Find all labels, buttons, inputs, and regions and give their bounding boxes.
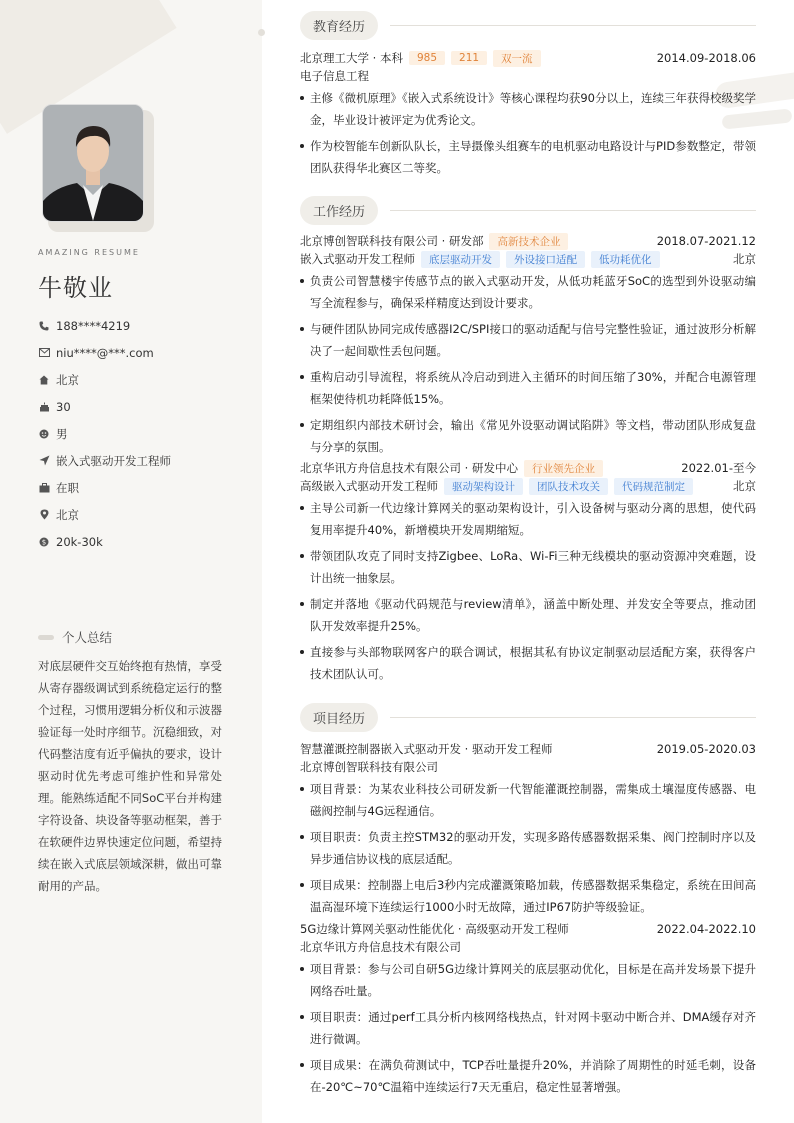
list-item: 项目成果：控制器上电后3秒内完成灌溉策略加载，传感器数据采集稳定，系统在田间高温高湿环境下连续运行1000小时无故障，通过IP67防护等级验证。 bbox=[300, 874, 756, 918]
list-item: 项目成果：在满负荷测试中，TCP吞吐量提升20%，并消除了周期性的时延毛刺，设备在-20℃~70℃温箱中连续运行7天无重启，稳定性显著增强。 bbox=[300, 1054, 756, 1098]
list-item: 带领团队攻克了同时支持Zigbee、LoRa、Wi-Fi三种无线模块的驱动资源冲突难题，设计出统一抽象层。 bbox=[300, 545, 756, 589]
education-major: 电子信息工程 bbox=[300, 69, 369, 83]
list-item: 项目职责：负责主控STM32的驱动开发，实现多路传感器数据采集、阀门控制时序以及异步通信协议栈的底层适配。 bbox=[300, 826, 756, 870]
company-tag: 高新技术企业 bbox=[489, 233, 568, 250]
profile-photo bbox=[42, 104, 144, 222]
work-entry bbox=[300, 459, 756, 689]
summary-heading bbox=[38, 628, 112, 646]
info-job-target bbox=[38, 447, 238, 474]
education-section-title: 教育经历 bbox=[300, 11, 378, 40]
work-entry bbox=[300, 232, 756, 462]
work-header-row bbox=[300, 232, 756, 250]
phone-icon bbox=[38, 320, 50, 332]
work-position-row bbox=[300, 250, 756, 268]
skill-tag: 驱动架构设计 bbox=[444, 478, 523, 495]
decorative-dot bbox=[258, 29, 265, 36]
project-entry bbox=[300, 920, 756, 1102]
work-city: 北京 bbox=[733, 479, 756, 493]
work-section-header bbox=[300, 196, 756, 225]
cake-icon bbox=[38, 401, 50, 413]
work-section-title: 工作经历 bbox=[300, 196, 378, 225]
list-item: 主导公司新一代边缘计算网关的驱动架构设计，引入设备树与驱动分离的思想，使代码复用率提升40%，新增模块开发周期缩短。 bbox=[300, 497, 756, 541]
section-divider bbox=[390, 717, 756, 718]
info-city-text: 北京 bbox=[56, 507, 79, 522]
work-position: 嵌入式驱动开发工程师 bbox=[300, 252, 415, 266]
list-item: 直接参与头部物联网客户的联合调试，根据其私有协议定制驱动层适配方案，获得客户技术团队认可。 bbox=[300, 641, 756, 685]
project-company: 北京博创智联科技有限公司 bbox=[300, 760, 438, 774]
education-tag: 985 bbox=[409, 51, 445, 65]
list-item: 作为校智能车创新队队长，主导摄像头组赛车的电机驱动电路设计与PID参数整定，带领团队获得华北赛区二等奖。 bbox=[300, 135, 756, 179]
salary-icon bbox=[38, 536, 50, 548]
education-header-row bbox=[300, 49, 756, 67]
home-icon bbox=[38, 374, 50, 386]
project-company: 北京华讯方舟信息技术有限公司 bbox=[300, 940, 461, 954]
skill-tag: 团队技术攻关 bbox=[529, 478, 608, 495]
list-item: 项目背景：为某农业科技公司研发新一代智能灌溉控制器，需集成土壤湿度传感器、电磁阀控制与4G远程通信。 bbox=[300, 778, 756, 822]
info-job-target-text: 嵌入式驱动开发工程师 bbox=[56, 453, 171, 468]
project-date: 2022.04-2022.10 bbox=[656, 922, 756, 936]
section-divider bbox=[390, 25, 756, 26]
project-section-title: 项目经历 bbox=[300, 703, 378, 732]
svg-text:$: $ bbox=[41, 538, 47, 547]
section-divider bbox=[390, 210, 756, 211]
info-residence-text: 北京 bbox=[56, 372, 79, 387]
info-gender-text: 男 bbox=[56, 426, 68, 441]
project-date: 2019.05-2020.03 bbox=[656, 742, 756, 756]
info-phone-text: 188****4219 bbox=[56, 318, 131, 333]
work-position-row bbox=[300, 477, 756, 495]
info-email bbox=[38, 339, 238, 366]
briefcase-icon bbox=[38, 482, 50, 494]
location-pin-icon bbox=[38, 509, 50, 521]
summary-heading-text: 个人总结 bbox=[62, 630, 113, 645]
send-icon bbox=[38, 455, 50, 467]
info-gender bbox=[38, 420, 238, 447]
skill-tag: 外设接口适配 bbox=[506, 251, 585, 268]
info-email-text: niu****@***.com bbox=[56, 345, 154, 360]
project-header-row bbox=[300, 920, 756, 938]
work-city: 北京 bbox=[733, 252, 756, 266]
personal-info-list bbox=[38, 312, 238, 555]
info-status bbox=[38, 474, 238, 501]
skill-tag: 低功耗优化 bbox=[591, 251, 660, 268]
education-section-header bbox=[300, 11, 756, 40]
education-school: 北京理工大学 · 本科 bbox=[300, 51, 403, 65]
work-bullets bbox=[300, 497, 756, 685]
info-age-text: 30 bbox=[56, 399, 71, 414]
info-salary bbox=[38, 528, 238, 555]
project-name: 5G边缘计算网关驱动性能优化 · 高级驱动开发工程师 bbox=[300, 922, 569, 936]
info-residence bbox=[38, 366, 238, 393]
skill-tag: 代码规范制定 bbox=[614, 478, 693, 495]
list-item: 重构启动引导流程，将系统从冷启动到进入主循环的时间压缩了30%，并配合电源管理框架使待机功耗降低15%。 bbox=[300, 366, 756, 410]
info-salary-text: 20k-30k bbox=[56, 534, 103, 549]
project-bullets bbox=[300, 958, 756, 1098]
list-item: 定期组织内部技术研讨会，输出《常见外设驱动调试陷阱》等文档，带动团队形成复盘与分享的氛围。 bbox=[300, 414, 756, 458]
info-status-text: 在职 bbox=[56, 480, 79, 495]
gender-icon bbox=[38, 428, 50, 440]
list-item: 项目职责：通过perf工具分析内核网络栈热点，针对网卡驱动中断合并、DMA缓存对齐进行微调。 bbox=[300, 1006, 756, 1050]
avatar-icon bbox=[43, 105, 143, 221]
mail-icon bbox=[38, 347, 50, 359]
resume-tagline: AMAZING RESUME bbox=[38, 248, 140, 257]
education-major-row bbox=[300, 67, 756, 85]
project-section-header bbox=[300, 703, 756, 732]
work-company: 北京华讯方舟信息技术有限公司 · 研发中心 bbox=[300, 461, 518, 475]
education-bullets bbox=[300, 87, 756, 179]
work-company: 北京博创智联科技有限公司 · 研发部 bbox=[300, 234, 484, 248]
project-bullets bbox=[300, 778, 756, 918]
work-date: 2018.07-2021.12 bbox=[656, 234, 756, 248]
list-item: 与硬件团队协同完成传感器I2C/SPI接口的驱动适配与信号完整性验证，通过波形分析解决了一起间歇性丢包问题。 bbox=[300, 318, 756, 362]
work-position: 高级嵌入式驱动开发工程师 bbox=[300, 479, 438, 493]
project-company-row bbox=[300, 938, 756, 956]
company-tag: 行业领先企业 bbox=[524, 460, 603, 477]
project-name: 智慧灌溉控制器嵌入式驱动开发 · 驱动开发工程师 bbox=[300, 742, 553, 756]
education-tag: 双一流 bbox=[493, 50, 541, 67]
info-age bbox=[38, 393, 238, 420]
list-item: 负责公司智慧楼宇传感节点的嵌入式驱动开发，从低功耗蓝牙SoC的选型到外设驱动编写全流程参与，确保采样精度达到设计要求。 bbox=[300, 270, 756, 314]
candidate-name: 牛敬业 bbox=[38, 274, 113, 302]
sidebar bbox=[0, 0, 262, 1123]
info-city bbox=[38, 501, 238, 528]
summary-heading-bar bbox=[38, 635, 54, 640]
list-item: 主修《微机原理》《嵌入式系统设计》等核心课程均获90分以上，连续三年获得校级奖学金，毕业设计被评定为优秀论文。 bbox=[300, 87, 756, 131]
list-item: 制定并落地《驱动代码规范与review清单》，涵盖中断处理、并发安全等要点，推动团队开发效率提升25%。 bbox=[300, 593, 756, 637]
education-tag: 211 bbox=[451, 51, 487, 65]
work-header-row bbox=[300, 459, 756, 477]
work-date: 2022.01-至今 bbox=[681, 461, 756, 475]
education-date: 2014.09-2018.06 bbox=[656, 51, 756, 65]
project-entry bbox=[300, 740, 756, 922]
info-phone bbox=[38, 312, 238, 339]
list-item: 项目背景：参与公司自研5G边缘计算网关的底层驱动优化，目标是在高并发场景下提升网络吞吐量。 bbox=[300, 958, 756, 1002]
work-bullets bbox=[300, 270, 756, 458]
summary-text: 对底层硬件交互始终抱有热情，享受从寄存器级调试到系统稳定运行的整个过程，习惯用逻辑分析仪和示波器验证每一处时序细节。沉稳细致，对代码整洁度有近乎偏执的要求，设计驱动时优先考虑可维护性和异常处理。能熟练适配不同SoC平台并构建字符设备、块设备等驱动框架，善于在软硬件边界快速定位问题，希望持续在嵌入式底层领域深耕，做出可靠耐用的产品。 bbox=[38, 659, 222, 893]
skill-tag: 底层驱动开发 bbox=[421, 251, 500, 268]
project-company-row bbox=[300, 758, 756, 776]
project-header-row bbox=[300, 740, 756, 758]
education-entry bbox=[300, 49, 756, 183]
